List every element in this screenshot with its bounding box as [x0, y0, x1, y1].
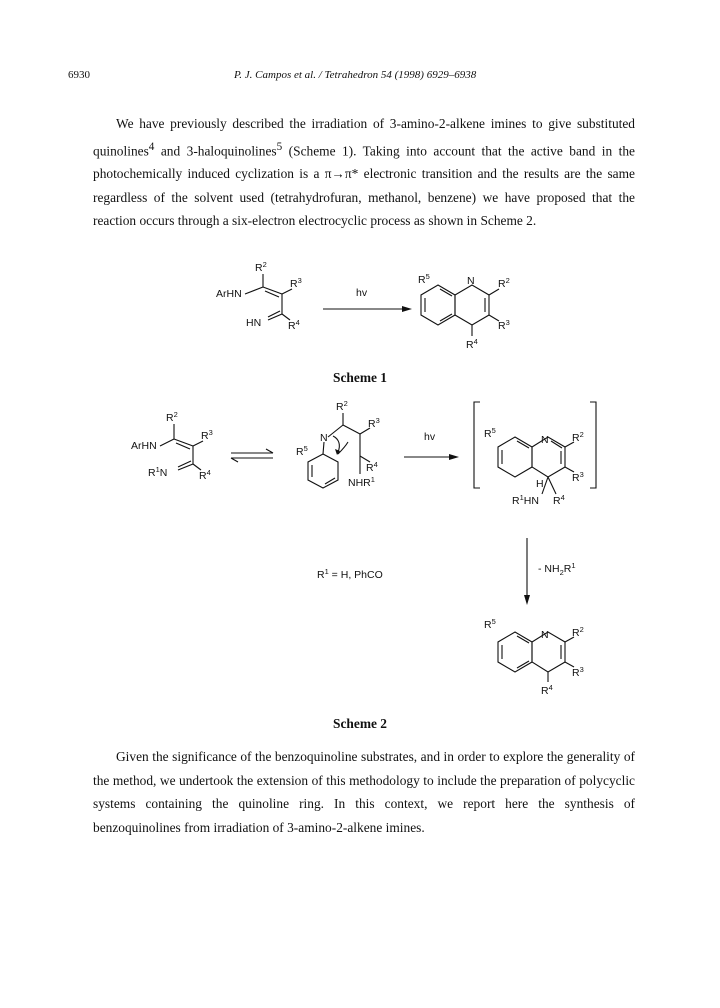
svg-text:R5: $R^5$: [484, 617, 496, 631]
svg-text:H: H: [536, 478, 544, 490]
svg-text:R4: $R^4$: [553, 493, 565, 507]
scheme-2-arrowhead: [449, 454, 459, 460]
svg-text:N: N: [541, 434, 549, 446]
scheme-1-product: [418, 272, 510, 351]
svg-text:R4: $R^4$: [466, 337, 478, 351]
scheme-1-caption: Scheme 1: [333, 370, 387, 385]
svg-text:R4: $R^4$: [541, 683, 553, 697]
svg-text:R5: $R^5$: [418, 272, 430, 286]
svg-text:N: N: [541, 629, 549, 641]
scheme-2-arrow-label: hv: [424, 431, 436, 443]
svg-text:ArHN: ArHN: [216, 288, 242, 300]
svg-text:R2: $R^2$: [255, 260, 267, 274]
scheme-2-reactant: [131, 410, 213, 482]
svg-text:R2: $R^2$: [336, 399, 348, 413]
svg-text:R2: $R^2$: [498, 276, 510, 290]
paragraph-1-text-c: (Scheme 1). Taking into account that the active band in the photochemically induced cyclization is a π→π* electronic transition and the results are the same regardless of the solvent used (tetrahydrofuran, methanol, benzene) we have proposed that the reaction occurs through a six-electron electrocyclic process as shown in Scheme 2.: [93, 142, 635, 229]
r1-definition: $R^1 = H$, PhCO: [317, 567, 383, 581]
svg-text:R4: $R^4$: [288, 318, 300, 332]
running-title: P. J. Campos et al. / Tetrahedron 54 (1998) 6929–6938: [234, 69, 477, 81]
scheme-1-arrow-label: hv: [356, 287, 368, 299]
scheme-2-caption: Scheme 2: [333, 716, 387, 731]
page-number: 6930: [68, 69, 90, 81]
svg-text:R2: $R^2$: [166, 410, 178, 424]
svg-text:R5: $R^5$: [484, 426, 496, 440]
svg-text:R1HN: $R^1HN$: [512, 493, 539, 507]
svg-text:R4: $R^4$: [366, 460, 378, 474]
scheme-2-equilibrium-arrows: [231, 449, 273, 462]
svg-text:R4: $R^4$: [199, 468, 211, 482]
svg-text:HN: HN: [246, 317, 262, 329]
svg-text:R3: $R^3$: [498, 318, 510, 332]
reference-5: 5: [276, 140, 283, 153]
svg-text:R3: $R^3$: [201, 428, 213, 442]
scheme-2-elimination-arrowhead: [524, 595, 530, 605]
svg-text:R2: $R^2$: [572, 625, 584, 639]
scheme-2-bracket-species: [484, 426, 584, 507]
scheme-1-figure: [0, 256, 720, 356]
scheme-1-reactant: [216, 260, 302, 332]
reference-4: 4: [148, 140, 155, 153]
svg-text:N: N: [467, 275, 475, 287]
svg-text:R3: $R^3$: [368, 416, 380, 430]
svg-text:NHR1: NHR$^1$: [348, 475, 375, 489]
right-bracket: [590, 402, 596, 488]
svg-text:R3: $R^3$: [572, 470, 584, 484]
scheme-1-arrowhead: [402, 306, 412, 312]
paragraph-2-text: Given the significance of the benzoquinoline substrates, and in order to explore the generality of the method, we undertook the extension of this methodology to include the preparation of polycyclic systems containing the quinoline ring. In this context, we report here the synthesis of benzoquinolines from irradiation of 3-amino-2-alkene imines.: [93, 749, 635, 835]
scheme-2-product: [484, 617, 584, 697]
paragraph-1-text-b: and 3-haloquinolines: [154, 142, 277, 158]
scheme-2-figure: [0, 396, 720, 706]
svg-text:N: N: [320, 432, 328, 444]
paragraph-1: [93, 112, 635, 233]
svg-text:ArHN: ArHN: [131, 440, 157, 452]
svg-text:R1N: $R^1N$: [148, 465, 168, 479]
paragraph-1-text-a: We have previously described the irradiation of 3-amino-2-alkene imines to give substituted quinolines: [93, 116, 635, 158]
paragraph-2: [93, 745, 635, 839]
svg-text:R3: $R^3$: [572, 665, 584, 679]
svg-text:R3: $R^3$: [290, 276, 302, 290]
scheme-2-elimination-label: - $NH_2R^1$: [538, 561, 576, 577]
svg-text:R5: $R^5$: [296, 444, 308, 458]
svg-text:R2: $R^2$: [572, 430, 584, 444]
left-bracket: [474, 402, 480, 488]
scheme-2-intermediate: [296, 399, 380, 489]
